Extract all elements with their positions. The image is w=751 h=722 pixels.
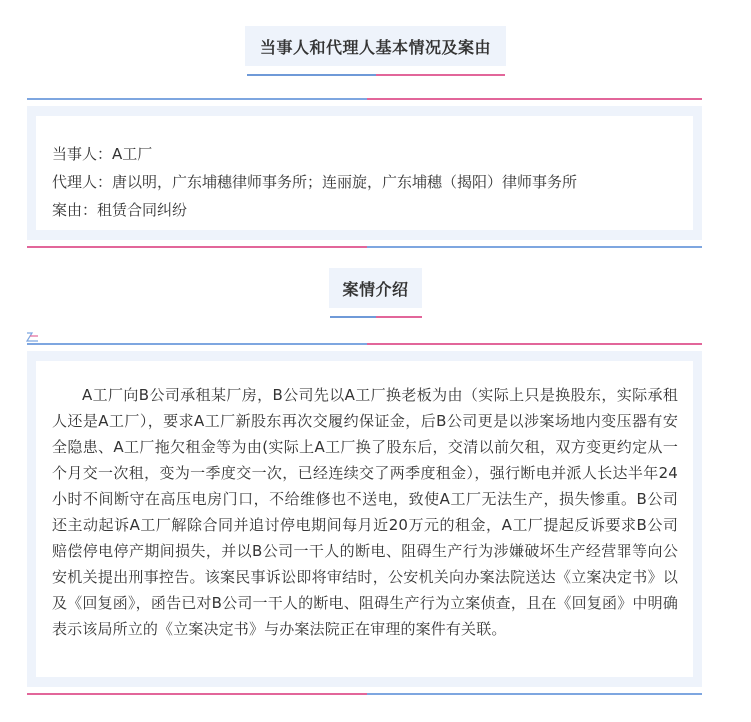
zigzag-deco-icon xyxy=(26,331,40,343)
section2-bottom-rule xyxy=(27,693,702,695)
section2-header xyxy=(0,268,751,318)
section1-header xyxy=(0,26,751,76)
section1-top-rule xyxy=(27,98,702,100)
section1-title-underline xyxy=(247,74,505,76)
section2-title: 案情介绍 xyxy=(329,268,421,308)
parties-card-inner xyxy=(36,116,693,230)
section2-top-rule xyxy=(27,343,702,345)
cause-line: 案由：租赁合同纠纷 xyxy=(52,201,188,219)
case-body: A工厂向B公司承租某厂房，B公司先以A工厂换老板为由（实际上只是换股东，实际承租人还是A工厂），要求A工厂新股东再次交履约保证金，后B公司更是以涉案场地内变压器有安全隐患、A工厂拖欠租金等为由(实际上A工厂换了股东后，交清以前欠租，双方变更约定从一个月交一次租，变为一季度交一次，已经连续交了两季度租金），强行断电并派人长达半年24小时不间断守在高压电房门口，不给维修也不送电，致使A工厂无法生产，损失惨重。B公司还主动起诉A工厂解除合同并追讨停电期间每月近20万元的租金，A工厂提起反诉要求B公司赔偿停电停产期间损失，并以B公司一干人的断电、阻碍生产行为涉嫌破坏生产经营罪等向公安机关提出刑事控告。该案民事诉讼即将审结时，公安机关向办案法院送达《立案决定书》以及《回复函》，函告已对B公司一干人的断电、阻碍生产行为立案侦查，且在《回复函》中明确表示该局所立的《立案决定书》与办案法院正在审理的案件有关联。 xyxy=(52,386,678,638)
section2-title-underline xyxy=(330,316,422,318)
agent-line: 代理人：唐以明，广东埔穗律师事务所；连丽旋，广东埔穗（揭阳）律师事务所 xyxy=(52,173,578,191)
section1-bottom-rule xyxy=(27,246,702,248)
case-card xyxy=(27,351,702,687)
party-line: 当事人：A工厂 xyxy=(52,145,153,163)
section1-title: 当事人和代理人基本情况及案由 xyxy=(245,26,506,66)
parties-card xyxy=(27,106,702,240)
case-card-inner xyxy=(36,361,693,677)
